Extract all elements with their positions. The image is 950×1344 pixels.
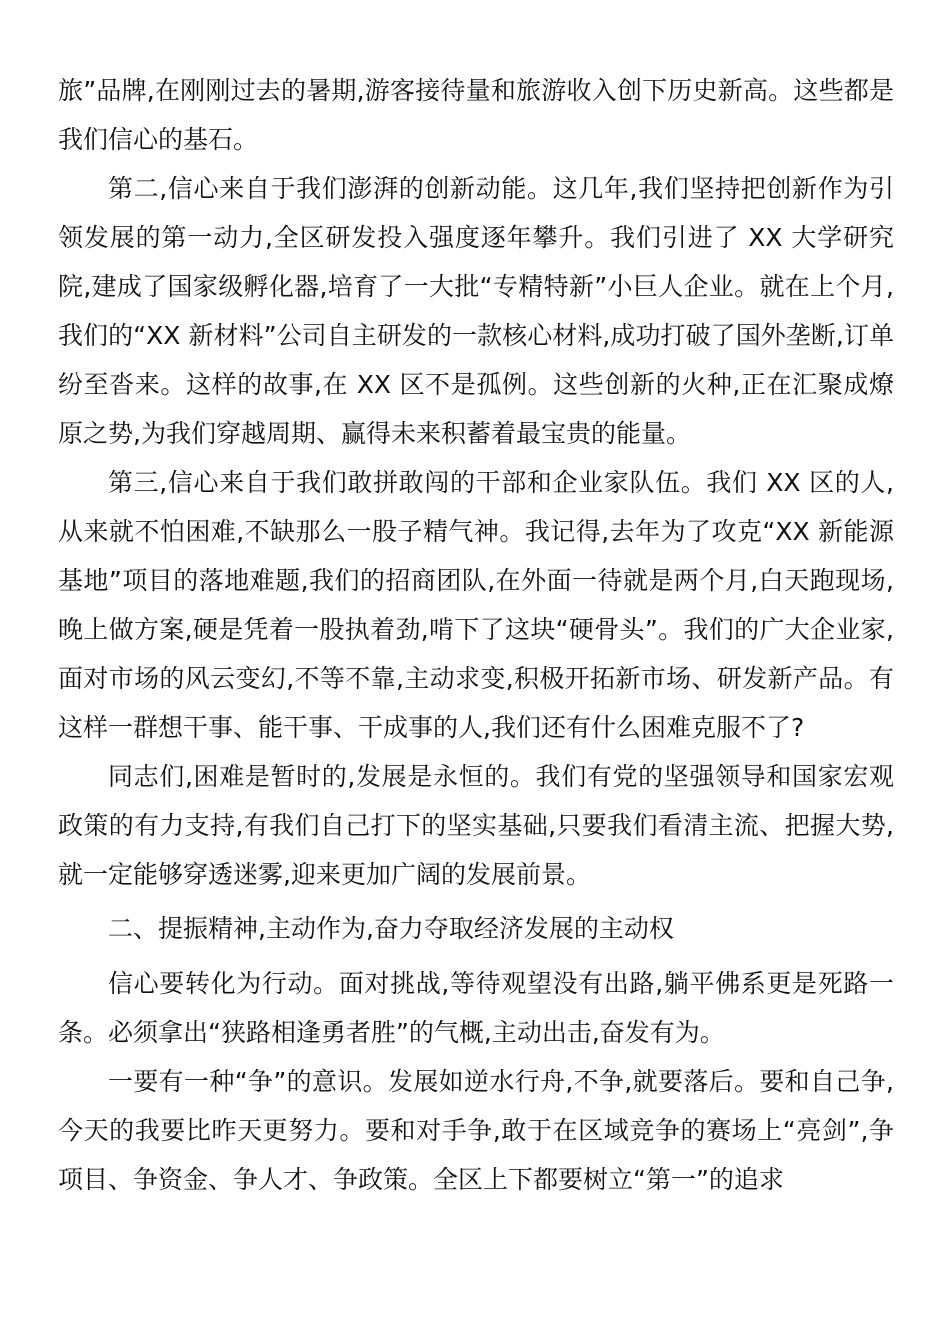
paragraph-continuation: 旅”品牌,在刚刚过去的暑期,游客接待量和旅游收入创下历史新高。这些都是我们信心的基石。 bbox=[58, 76, 894, 154]
document-page bbox=[58, 66, 894, 1204]
paragraph-action: 信心要转化为行动。面对挑战,等待观望没有出路,躺平佛系更是死路一条。必须拿出“狭路相逢勇者胜”的气概,主动出击,奋发有为。 bbox=[58, 969, 894, 1047]
paragraph-third-point: 第三,信心来自于我们敢拼敢闯的干部和企业家队伍。我们 XX 区的人,从来就不怕困难,不缺那么一股子精气神。我记得,去年为了攻克“XX 新能源基地”项目的落地难题,我们的招商团队,在外面一待就是两个月,白天跑现场,晚上做方案,硬是凭着一股执着劲,啃下了这块“硬骨头”。我们的广大企业家,面对市场的风云变幻,不等不靠,主动求变,积极开拓新市场、研发新产品。有这样一群想干事、能干事、干成事的人,我们还有什么困难克服不了? bbox=[58, 468, 894, 742]
paragraph-summary: 同志们,困难是暂时的,发展是永恒的。我们有党的坚强领导和国家宏观政策的有力支持,有我们自己打下的坚实基础,只要我们看清主流、把握大势,就一定能够穿透迷雾,迎来更加广阔的发展前景。 bbox=[58, 762, 894, 889]
section-heading: 二、提振精神,主动作为,奋力夺取经济发展的主动权 bbox=[108, 914, 674, 943]
paragraph-second-point: 第二,信心来自于我们澎湃的创新动能。这几年,我们坚持把创新作为引领发展的第一动力,全区研发投入强度逐年攀升。我们引进了 XX 大学研究院,建成了国家级孵化器,培育了一大批“专精特新”小巨人企业。就在上个月,我们的“XX 新材料”公司自主研发的一款核心材料,成功打破了国外垄断,订单纷至沓来。这样的故事,在 XX 区不是孤例。这些创新的火种,正在汇聚成燎原之势,为我们穿越周期、赢得未来积蓄着最宝贵的能量。 bbox=[58, 174, 894, 448]
paragraph-compete: 一要有一种“争”的意识。发展如逆水行舟,不争,就要落后。要和自己争,今天的我要比昨天更努力。要和对手争,敢于在区域竞争的赛场上“亮剑”,争项目、争资金、争人才、争政策。全区上下都要树立“第一”的追求 bbox=[58, 1067, 894, 1194]
